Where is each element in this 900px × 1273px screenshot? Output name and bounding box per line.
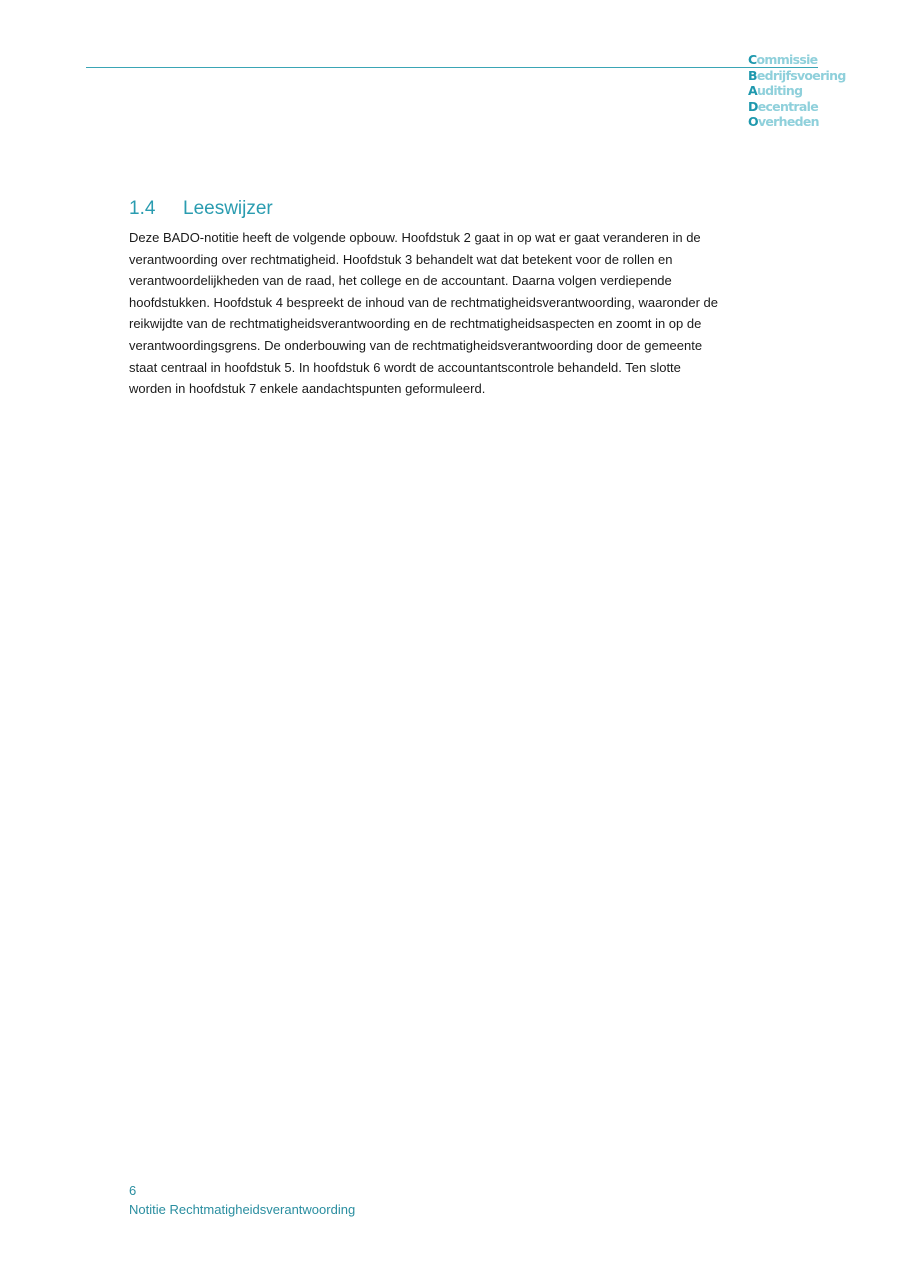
organization-logo: [748, 52, 858, 130]
footer-document-title: Notitie Rechtmatigheidsverantwoording: [129, 1202, 356, 1217]
logo-line-overheden: Overheden: [748, 114, 819, 129]
section-heading: [129, 198, 273, 220]
page-number: 6: [129, 1183, 137, 1198]
section-title: Leeswijzer: [183, 198, 273, 219]
paragraph-line: Deze BADO-notitie heeft de volgende opbouw. Hoofdstuk 2 gaat in op wat er gaat veranderen in de: [129, 230, 701, 245]
paragraph-line: verantwoordelijkheden van de raad, het college en de accountant. Daarna volgen verdiepende: [129, 273, 672, 289]
paragraph-line: reikwijdte van de rechtmatigheidsverantwoording en de rechtmatigheidsaspecten en zoomt in op de: [129, 316, 702, 332]
paragraph-line: worden in hoofdstuk 7 enkele aandachtspunten geformuleerd.: [129, 381, 486, 397]
section-number: 1.4: [129, 198, 156, 219]
paragraph-line: verantwoording over rechtmatigheid. Hoofdstuk 3 behandelt wat dat betekent voor de rollen en: [129, 251, 673, 267]
logo-line-bedrijfsvoering: Bedrijfsvoering: [748, 67, 846, 83]
header-rule: [86, 67, 818, 68]
paragraph-line: staat centraal in hoofdstuk 5. In hoofdstuk 6 wordt de accountantscontrole behandeld. Ten slotte: [129, 359, 681, 375]
section-paragraph: [129, 227, 769, 400]
paragraph-line: verantwoordingsgrens. De onderbouwing van de rechtmatigheidsverantwoording door de gemeente: [129, 337, 703, 353]
logo-line-decentrale: Decentrale: [748, 98, 818, 114]
paragraph-line: hoofdstukken. Hoofdstuk 4 bespreekt de inhoud van de rechtmatigheidsverantwoording, waaronder de: [129, 294, 718, 310]
page-footer: [129, 1181, 355, 1219]
logo-line-auditing: Auditing: [748, 83, 803, 98]
logo-line-commissie: Commissie: [748, 52, 818, 67]
